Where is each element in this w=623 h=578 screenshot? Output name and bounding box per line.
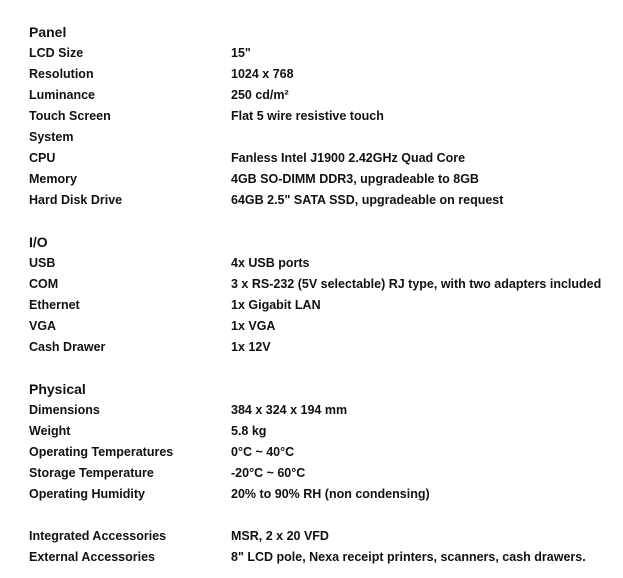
spec-value	[231, 127, 619, 148]
spec-label: VGA	[29, 319, 57, 333]
spec-value: Fanless Intel J1900 2.42GHz Quad Core	[231, 151, 466, 165]
spec-row-storage-temperature	[29, 463, 619, 484]
spec-value: MSR, 2 x 20 VFD	[231, 529, 329, 543]
spec-value: Flat 5 wire resistive touch	[231, 109, 384, 123]
spec-row-resolution	[29, 64, 619, 85]
spec-row-vga	[29, 316, 619, 337]
spec-value: 5.8 kg	[231, 424, 267, 438]
spec-value: 384 x 324 x 194 mm	[231, 403, 348, 417]
spec-label: Operating Humidity	[29, 487, 145, 501]
spec-value: 15"	[231, 46, 251, 60]
spec-label: Storage Temperature	[29, 466, 154, 480]
section-spacer	[29, 211, 619, 232]
spec-row-external-accessories	[29, 547, 619, 568]
spec-label: COM	[29, 277, 59, 291]
spec-value: 64GB 2.5" SATA SSD, upgradeable on request	[231, 193, 504, 207]
spec-value: 4x USB ports	[231, 256, 310, 270]
spec-value: 20% to 90% RH (non condensing)	[231, 487, 430, 501]
spec-label: Ethernet	[29, 298, 80, 312]
spec-row-dimensions	[29, 400, 619, 421]
spec-row-hard-disk-drive	[29, 190, 619, 211]
spec-value: 0°C ~ 40°C	[231, 445, 295, 459]
spec-row-integrated-accessories	[29, 526, 619, 547]
spec-label: Touch Screen	[29, 109, 111, 123]
spec-label: System	[29, 130, 74, 144]
section-title-io: I/O	[29, 234, 48, 250]
spec-row-lcd-size	[29, 43, 619, 64]
spec-row-memory	[29, 169, 619, 190]
spec-value: 1x 12V	[231, 340, 271, 354]
spec-label: Luminance	[29, 88, 95, 102]
spec-row-operating-humidity	[29, 484, 619, 505]
spec-label: Operating Temperatures	[29, 445, 174, 459]
spec-label: CPU	[29, 151, 56, 165]
section-spacer	[29, 358, 619, 379]
spec-label: Dimensions	[29, 403, 100, 417]
section-spacer	[29, 505, 619, 526]
spec-value: 1024 x 768	[231, 67, 294, 81]
spec-label: USB	[29, 256, 56, 270]
spec-label: Weight	[29, 424, 71, 438]
spec-sheet	[29, 22, 619, 568]
spec-row-ethernet	[29, 295, 619, 316]
spec-value: 3 x RS-232 (5V selectable) RJ type, with two adapters included	[231, 277, 602, 291]
spec-value: -20°C ~ 60°C	[231, 466, 306, 480]
spec-value: 250 cd/m²	[231, 88, 289, 102]
spec-row-system	[29, 127, 619, 148]
spec-label: Resolution	[29, 67, 94, 81]
spec-row-com	[29, 274, 619, 295]
spec-label: Cash Drawer	[29, 340, 106, 354]
spec-value: 1x VGA	[231, 319, 276, 333]
spec-row-touch-screen	[29, 106, 619, 127]
spec-row-luminance	[29, 85, 619, 106]
spec-value: 4GB SO-DIMM DDR3, upgradeable to 8GB	[231, 172, 479, 186]
spec-value: 1x Gigabit LAN	[231, 298, 321, 312]
spec-label: Integrated Accessories	[29, 529, 167, 543]
spec-row-usb	[29, 253, 619, 274]
spec-row-operating-temperatures	[29, 442, 619, 463]
spec-row-weight	[29, 421, 619, 442]
spec-row-cash-drawer	[29, 337, 619, 358]
spec-value: 8" LCD pole, Nexa receipt printers, scanners, cash drawers.	[231, 550, 586, 564]
spec-label: Hard Disk Drive	[29, 193, 123, 207]
section-title-panel: Panel	[29, 24, 67, 40]
spec-row-cpu	[29, 148, 619, 169]
spec-label: LCD Size	[29, 46, 84, 60]
spec-label: External Accessories	[29, 550, 156, 564]
section-title-physical: Physical	[29, 381, 86, 397]
spec-label: Memory	[29, 172, 77, 186]
